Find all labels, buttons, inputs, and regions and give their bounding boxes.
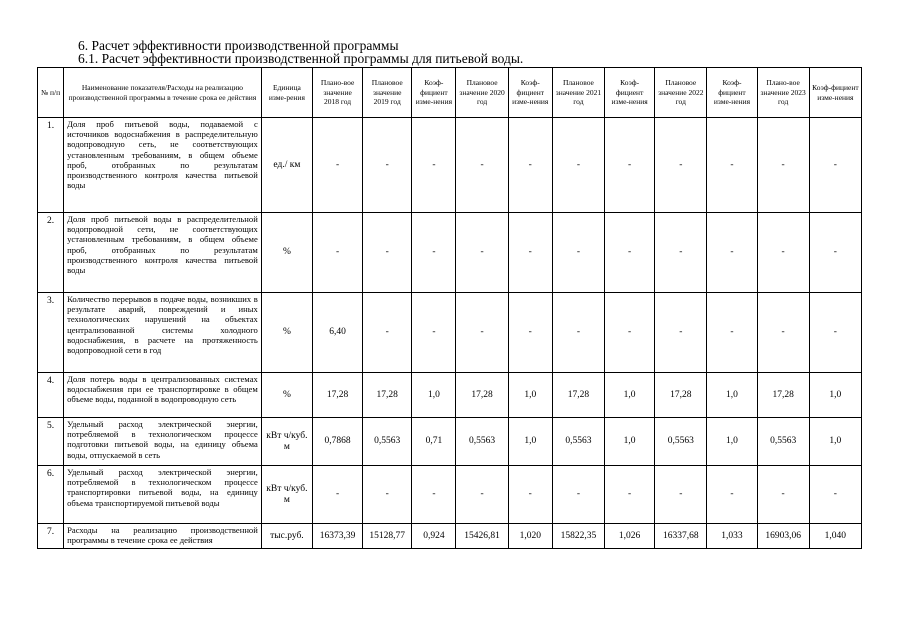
value-cell: 17,28 [655, 373, 707, 418]
value-cell: - [655, 213, 707, 293]
table-header-row [38, 68, 862, 118]
value-cell: 1,0 [412, 373, 456, 418]
value-cell: - [605, 118, 655, 213]
value-cell: - [363, 213, 412, 293]
value-cell: - [312, 466, 362, 524]
column-header: Плановое значение 2021 год [552, 68, 604, 118]
value-cell: 15426,81 [456, 524, 508, 549]
value-cell: 1,0 [809, 418, 861, 466]
value-cell: - [363, 118, 412, 213]
value-cell: 17,28 [363, 373, 412, 418]
unit-cell: % [261, 213, 312, 293]
value-cell: - [757, 213, 809, 293]
column-header: Наименование показателя/Расходы на реализацию производственной программы в течение срока ее действия [64, 68, 262, 118]
value-cell: - [809, 213, 861, 293]
row-number: 2. [38, 213, 64, 293]
value-cell: - [312, 118, 362, 213]
value-cell: - [707, 466, 757, 524]
table-row [38, 213, 862, 293]
value-cell: 1,0 [809, 373, 861, 418]
value-cell: 1,0 [508, 418, 552, 466]
value-cell: - [363, 466, 412, 524]
column-header: Плано-вое значение 2023 год [757, 68, 809, 118]
value-cell: - [655, 118, 707, 213]
table-body [38, 118, 862, 549]
value-cell: - [757, 293, 809, 373]
value-cell: 16337,68 [655, 524, 707, 549]
value-cell: 1,026 [605, 524, 655, 549]
value-cell: - [707, 213, 757, 293]
value-cell: 0,5563 [655, 418, 707, 466]
value-cell: - [508, 213, 552, 293]
value-cell: - [508, 466, 552, 524]
column-header: Коэф-фициент изме-нения [707, 68, 757, 118]
value-cell: 17,28 [552, 373, 604, 418]
row-number: 4. [38, 373, 64, 418]
value-cell: 1,0 [605, 418, 655, 466]
value-cell: - [552, 466, 604, 524]
efficiency-table [37, 67, 862, 549]
value-cell: 0,5563 [363, 418, 412, 466]
value-cell: 6,40 [312, 293, 362, 373]
value-cell: - [552, 293, 604, 373]
value-cell: - [456, 118, 508, 213]
table-row [38, 373, 862, 418]
value-cell: - [605, 213, 655, 293]
value-cell: 17,28 [312, 373, 362, 418]
value-cell: - [707, 293, 757, 373]
column-header: Плановое значение 2022 год [655, 68, 707, 118]
subsection-heading: 6.1. Расчет эффективности производственной программы для питьевой воды. [78, 51, 524, 66]
value-cell: - [412, 293, 456, 373]
indicator-name: Количество перерывов в подаче воды, возникших в результате аварий, повреждений и иных технологических нарушений на объектах централизованной системы холодного водоснабжения, в расчете на протяженность водопроводной сети в год [64, 293, 262, 373]
value-cell: - [312, 213, 362, 293]
table-row [38, 418, 862, 466]
value-cell: 1,0 [707, 373, 757, 418]
value-cell: 1,0 [605, 373, 655, 418]
row-number: 3. [38, 293, 64, 373]
value-cell: 16903,06 [757, 524, 809, 549]
column-header: Коэф-фициент изме-нения [605, 68, 655, 118]
value-cell: 15128,77 [363, 524, 412, 549]
value-cell: 1,033 [707, 524, 757, 549]
value-cell: - [508, 118, 552, 213]
column-header: № п/п [38, 68, 64, 118]
value-cell: - [412, 213, 456, 293]
value-cell: - [456, 213, 508, 293]
value-cell: - [412, 466, 456, 524]
value-cell: - [605, 466, 655, 524]
value-cell: 15822,35 [552, 524, 604, 549]
value-cell: 16373,39 [312, 524, 362, 549]
indicator-name: Расходы на реализацию производственной программы в течение срока ее действия [64, 524, 262, 549]
value-cell: - [809, 466, 861, 524]
value-cell: - [757, 466, 809, 524]
indicator-name: Удельный расход электрической энергии, потребляемой в технологическом процессе подготовки питьевой воды, на единицу объема воды, отпускаемой в сеть [64, 418, 262, 466]
row-number: 1. [38, 118, 64, 213]
row-number: 6. [38, 466, 64, 524]
value-cell: 0,71 [412, 418, 456, 466]
value-cell: 0,5563 [456, 418, 508, 466]
column-header: Плановое значение 2019 год [363, 68, 412, 118]
unit-cell: ед./ км [261, 118, 312, 213]
table-row [38, 293, 862, 373]
indicator-name: Доля потерь воды в централизованных системах водоснабжения при ее транспортировке в общем объеме воды, поданной в водопроводную сеть [64, 373, 262, 418]
value-cell: 1,040 [809, 524, 861, 549]
value-cell: - [757, 118, 809, 213]
column-header: Плановое значение 2020 год [456, 68, 508, 118]
row-number: 7. [38, 524, 64, 549]
value-cell: 1,0 [508, 373, 552, 418]
column-header: Коэф-фициент изме-нения [508, 68, 552, 118]
value-cell: - [363, 293, 412, 373]
unit-cell: кВт ч/куб. м [261, 418, 312, 466]
value-cell: 0,7868 [312, 418, 362, 466]
column-header: Единица изме-рения [261, 68, 312, 118]
value-cell: - [552, 213, 604, 293]
value-cell: - [707, 118, 757, 213]
column-header: Плано-вое значение 2018 год [312, 68, 362, 118]
indicator-name: Доля проб питьевой воды в распределительной водопроводной сети, не соответствующих установленным требованиям, в общем объеме проб, отобранных по результатам производственного контроля качества питьевой воды [64, 213, 262, 293]
column-header: Коэф-фициент изме-нения [412, 68, 456, 118]
table-row [38, 466, 862, 524]
value-cell: 1,020 [508, 524, 552, 549]
table-row [38, 524, 862, 549]
value-cell: 0,5563 [757, 418, 809, 466]
value-cell: 17,28 [757, 373, 809, 418]
indicator-name: Удельный расход электрической энергии, потребляемой в технологическом процессе транспортировки питьевой воды, на единицу объема транспортируемой питьевой воды [64, 466, 262, 524]
unit-cell: тыс.руб. [261, 524, 312, 549]
value-cell: - [508, 293, 552, 373]
section-heading: 6. Расчет эффективности производственной программы [78, 38, 399, 53]
value-cell: - [655, 466, 707, 524]
indicator-name: Доля проб питьевой воды, подаваемой с источников водоснабжения в распределительную водопроводную сеть, не соответствующих установленным требованиям, в общем объеме проб, отобранных по результатам производственного контроля качества питьевой воды [64, 118, 262, 213]
unit-cell: кВт ч/куб. м [261, 466, 312, 524]
value-cell: - [456, 293, 508, 373]
value-cell: - [809, 118, 861, 213]
unit-cell: % [261, 373, 312, 418]
value-cell: - [412, 118, 456, 213]
value-cell: - [655, 293, 707, 373]
table-row [38, 118, 862, 213]
unit-cell: % [261, 293, 312, 373]
value-cell: 0,5563 [552, 418, 604, 466]
value-cell: 17,28 [456, 373, 508, 418]
column-header: Коэф-фициент изме-нения [809, 68, 861, 118]
value-cell: - [605, 293, 655, 373]
value-cell: 1,0 [707, 418, 757, 466]
value-cell: 0,924 [412, 524, 456, 549]
value-cell: - [552, 118, 604, 213]
row-number: 5. [38, 418, 64, 466]
value-cell: - [809, 293, 861, 373]
value-cell: - [456, 466, 508, 524]
